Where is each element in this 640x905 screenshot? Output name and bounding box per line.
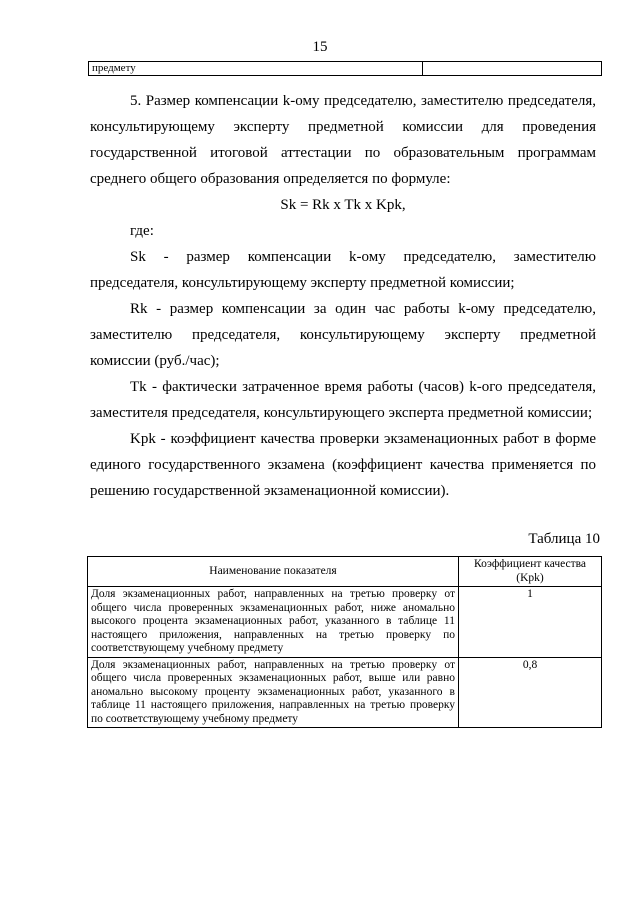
paragraph-item-5: 5. Размер компенсации k-ому председателю, заместителю председателя, консультирующему эксперту предметной комиссии для проведения государственной итоговой аттестации по образовательным программам среднего общего образования определяется по формуле: [90, 93, 596, 187]
paragraph-where: где: [130, 223, 154, 239]
row-coefficient: 0,8 [459, 657, 602, 728]
table-row [88, 657, 602, 728]
table-header-row [88, 557, 602, 587]
row-indicator: Доля экзаменационных работ, направленных на третью проверку от общего числа проверенных экзаменационных работ, ниже аномально высокого процента экзаменационных работ, указанного в таблице 11 настоящего приложения, направленных на третью проверку по соответствующему учебному предмету [88, 587, 459, 658]
row-indicator: Доля экзаменационных работ, направленных на третью проверку от общего числа проверенных экзаменационных работ, выше или равно аномально высокому проценту экзаменационных работ, указанного в таблице 11 настоящего приложения, направленных на третью проверку по соответствующему учебному предмету [88, 657, 459, 728]
definition-tk: Tk - фактически затраченное время работы (часов) k-ого председателя, заместителя председателя, консультирующего эксперта предметной комиссии; [90, 379, 596, 421]
header-coefficient: Коэффициент качества (Kpk) [459, 557, 602, 587]
coefficient-table [87, 556, 602, 728]
header-indicator: Наименование показателя [88, 557, 459, 587]
definition-rk: Rk - размер компенсации за один час работы k-ому председателю, заместителю председателя, консультирующему эксперту предметной комиссии (руб./час); [90, 301, 596, 369]
definition-sk: Sk - размер компенсации k-ому председателю, заместителю председателя, консультирующему эксперту предметной комиссии; [90, 249, 596, 291]
page-number: 15 [312, 39, 328, 55]
table-caption: Таблица 10 [528, 531, 600, 547]
table-row [88, 587, 602, 658]
continued-table-cell: предмету [89, 62, 423, 75]
continued-table-empty-cell [423, 62, 601, 75]
row-coefficient: 1 [459, 587, 602, 658]
definition-kpk: Kpk - коэффициент качества проверки экзаменационных работ в форме единого государственного экзамена (коэффициент качества применяется по решению государственной экзаменационной комиссии). [90, 431, 596, 499]
document-body [90, 88, 596, 504]
continued-table-row [88, 61, 602, 76]
formula: Sk = Rk x Tk x Kpk, [280, 197, 406, 213]
